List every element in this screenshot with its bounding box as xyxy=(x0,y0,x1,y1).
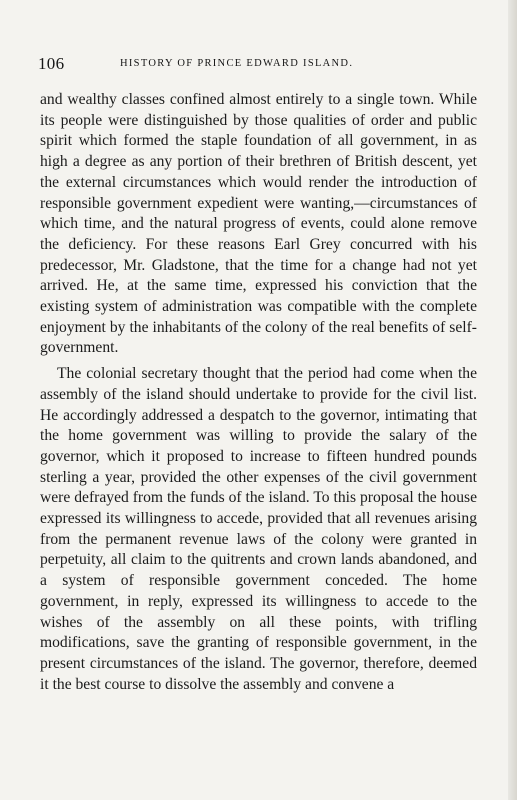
paragraph: and wealthy classes confined almost entirely to a single town. While its people were distinguished by those qualities of order and public spirit which formed the staple foundation of all government, in as high a degree as any portion of their brethren of British descent, yet the external circumstances which would render the introduction of responsible government expedient were wanting,—circumstances of which time, and the natural progress of events, could alone remove the deficiency. For these reasons Earl Grey concurred with his predecessor, Mr. Gladstone, that the time for a change had not yet arrived. He, at the same time, expressed his conviction that the existing system of administration was compatible with the complete enjoyment by the inhabitants of the colony of the real benefits of self-government. xyxy=(40,91,477,357)
running-title: HISTORY OF PRINCE EDWARD ISLAND. xyxy=(120,58,354,69)
page-number: 106 xyxy=(38,54,65,73)
paragraph: The colonial secretary thought that the period had come when the assembly of the island should undertake to provide for the civil list. He accordingly addressed a despatch to the governor, intimating that the home government was willing to provide the salary of the governor, which it proposed to increase to fifteen hundred pounds sterling a year, provided the other expenses of the civil government were defrayed from the funds of the island. To this proposal the house expressed its willingness to accede, provided that all revenues arising from the permanent revenue laws of the colony were granted in perpetuity, all claim to the quitrents and crown lands abandoned, and a system of responsible government conceded. The home government, in reply, expressed its willingness to accede to the wishes of the assembly on all these points, with trifling modifications, save the granting of responsible government, in the present circumstances of the island. The governor, therefore, deemed it the best course to dissolve the assembly and convene a xyxy=(40,365,477,693)
body-text xyxy=(40,90,477,695)
page-header xyxy=(38,54,478,74)
page-binding-edge xyxy=(508,0,517,800)
